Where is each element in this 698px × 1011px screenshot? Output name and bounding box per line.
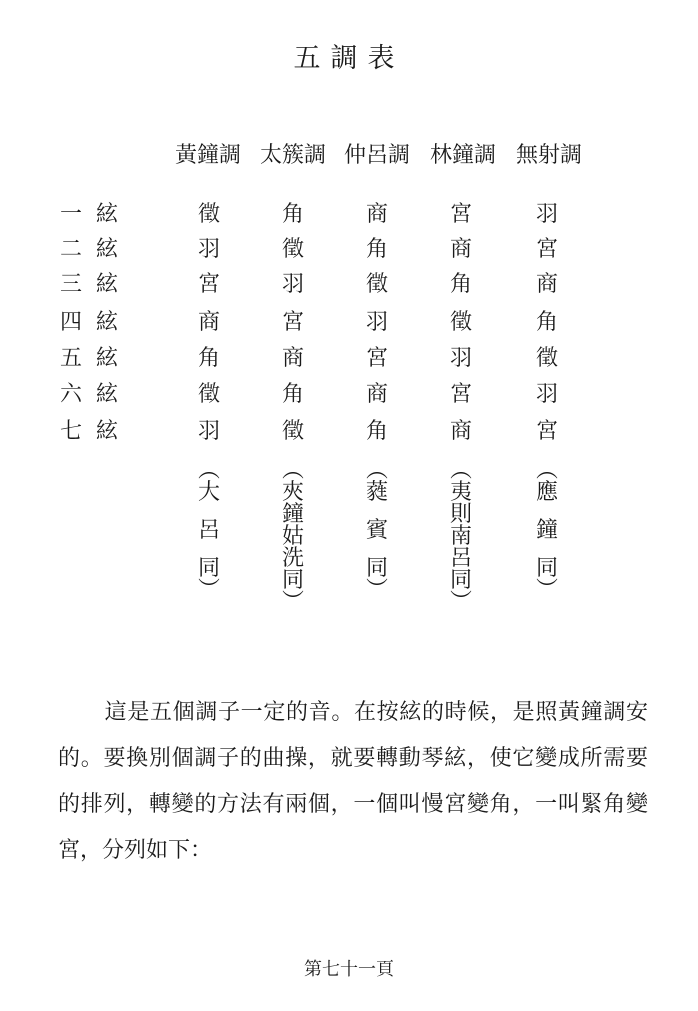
page-number: 第七十一頁 (304, 959, 394, 980)
note-char: 鐘 (281, 502, 304, 527)
equivalence-note (441, 458, 481, 615)
close-paren-mark: ︶ (535, 578, 558, 603)
table-cell: 羽 (197, 237, 220, 262)
note-char: 蕤 (365, 480, 388, 505)
table-cell: 商 (449, 237, 472, 262)
table-cell: 羽 (365, 310, 388, 335)
table-cell: 角 (197, 346, 220, 371)
note-char: 鐘 (535, 518, 558, 543)
table-cell: 宮 (449, 382, 472, 407)
column-header-zhonglu: 仲呂調 (343, 143, 410, 168)
note-char: 洗 (281, 546, 304, 571)
note-char: 同 (365, 556, 388, 581)
equivalence-note (527, 458, 567, 603)
note-char: 則 (449, 502, 472, 527)
body-paragraph (58, 690, 648, 874)
table-cell: 宮 (535, 419, 558, 444)
note-char: 同 (197, 556, 220, 581)
note-char: 同 (281, 568, 304, 593)
table-cell: 角 (281, 382, 304, 407)
table-cell: 角 (365, 419, 388, 444)
table-cell: 角 (449, 272, 472, 297)
table-cell: 角 (365, 237, 388, 262)
close-paren-mark: ︶ (449, 590, 472, 615)
table-cell: 徵 (197, 382, 220, 407)
open-paren-mark: ︵ (449, 458, 472, 483)
note-char: 夾 (281, 480, 304, 505)
open-paren-mark: ︵ (281, 458, 304, 483)
table-cell: 羽 (449, 346, 472, 371)
note-char: 同 (535, 556, 558, 581)
open-paren-mark: ︵ (197, 458, 220, 483)
table-cell: 宮 (449, 202, 472, 227)
equivalence-note (357, 458, 397, 603)
table-cell: 羽 (535, 382, 558, 407)
note-char: 姑 (281, 524, 304, 549)
table-cell: 商 (449, 419, 472, 444)
column-header-taicu: 太簇調 (259, 143, 326, 168)
row-label-string-6: 六絃 (60, 382, 133, 407)
note-char: 呂 (197, 518, 220, 543)
note-char: 大 (197, 480, 220, 505)
body-paragraph-text: 這是五個調子一定的音。在按絃的時候，是照黃鐘調安的。要換別個調子的曲操，就要轉動琴絃，使它變成所需要的排列，轉變的方法有兩個，一個叫慢宮變角，一叫緊角變宮，分列如下： (58, 700, 648, 863)
table-cell: 角 (535, 310, 558, 335)
table-cell: 徵 (365, 272, 388, 297)
table-cell: 徵 (281, 419, 304, 444)
column-header-wuyi: 無射調 (515, 143, 582, 168)
table-cell: 宮 (281, 310, 304, 335)
row-label-string-5: 五絃 (60, 346, 133, 371)
table-cell: 羽 (197, 419, 220, 444)
note-char: 同 (449, 568, 472, 593)
table-cell: 宮 (365, 346, 388, 371)
column-header-huangzhong: 黃鐘調 (174, 143, 241, 168)
table-cell: 徵 (449, 310, 472, 335)
note-char: 賓 (365, 518, 388, 543)
row-label-string-4: 四絃 (60, 310, 133, 335)
equivalence-note (189, 458, 229, 603)
column-header-linzhong: 林鐘調 (429, 143, 496, 168)
table-cell: 商 (535, 272, 558, 297)
table-cell: 徵 (535, 346, 558, 371)
table-cell: 商 (365, 382, 388, 407)
table-cell: 徵 (281, 237, 304, 262)
table-cell: 羽 (535, 202, 558, 227)
table-cell: 羽 (281, 272, 304, 297)
table-cell: 商 (197, 310, 220, 335)
table-cell: 商 (281, 346, 304, 371)
table-title: 五調表 (293, 43, 405, 74)
table-cell: 角 (281, 202, 304, 227)
row-label-string-7: 七絃 (60, 419, 133, 444)
close-paren-mark: ︶ (281, 590, 304, 615)
close-paren-mark: ︶ (365, 578, 388, 603)
open-paren-mark: ︵ (535, 458, 558, 483)
note-char: 南 (449, 524, 472, 549)
table-cell: 宮 (197, 272, 220, 297)
row-label-string-2: 二絃 (60, 237, 133, 262)
note-char: 應 (535, 480, 558, 505)
table-cell: 徵 (197, 202, 220, 227)
open-paren-mark: ︵ (365, 458, 388, 483)
note-char: 呂 (449, 546, 472, 571)
close-paren-mark: ︶ (197, 578, 220, 603)
table-cell: 商 (365, 202, 388, 227)
row-label-string-3: 三絃 (60, 272, 133, 297)
note-char: 夷 (449, 480, 472, 505)
row-label-string-1: 一絃 (60, 202, 133, 227)
equivalence-note (273, 458, 313, 615)
table-cell: 宮 (535, 237, 558, 262)
